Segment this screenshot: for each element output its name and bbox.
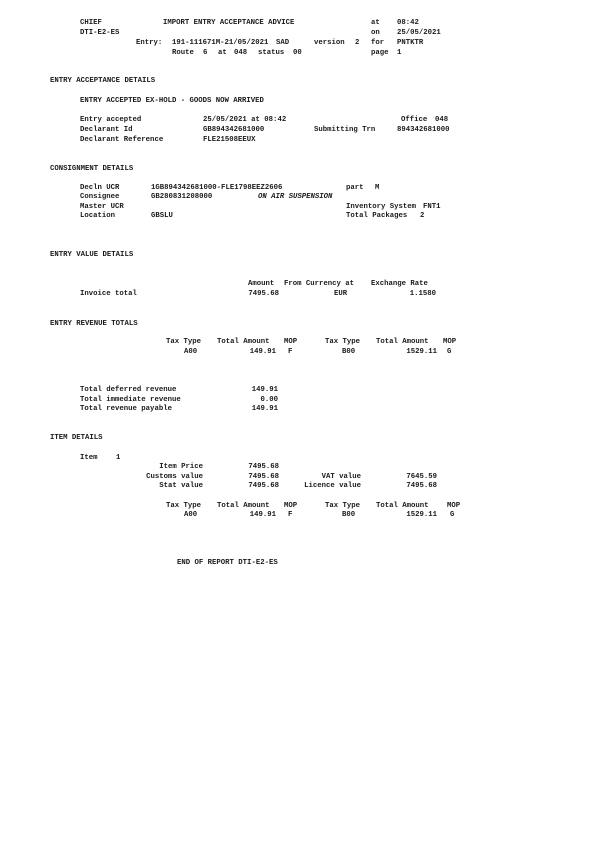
- revenue-total-amount-header-1: Total Amount: [217, 338, 270, 346]
- item-total-amount-header-1: Total Amount: [217, 502, 270, 510]
- licence-value-value: 7495.68: [406, 482, 437, 490]
- revenue-total-amount-header-2: Total Amount: [376, 338, 429, 346]
- deferred-revenue-value: 149.91: [251, 386, 278, 394]
- item-tax-type-2: B00: [342, 511, 356, 519]
- invoice-amount: 7495.68: [248, 290, 279, 298]
- stat-value-label: Stat value: [159, 482, 203, 490]
- revenue-tax-type-header-1: Tax Type: [166, 338, 202, 346]
- page-number: 1: [397, 49, 402, 57]
- stat-value-value: 7495.68: [248, 482, 279, 490]
- revenue-tax-type-header-2: Tax Type: [325, 338, 361, 346]
- immediate-revenue-value: 0.00: [260, 396, 278, 404]
- route-label: Route: [172, 49, 194, 57]
- invoice-total-label: Invoice total: [80, 290, 137, 298]
- item-tax-type-header-1: Tax Type: [166, 502, 202, 510]
- item-total-amount-header-2: Total Amount: [376, 502, 429, 510]
- revenue-totals-heading: ENTRY REVENUE TOTALS: [50, 320, 138, 328]
- customs-value-value: 7495.68: [248, 473, 279, 481]
- invoice-currency: EUR: [334, 290, 348, 298]
- air-status: ON AIR SUSPENSION: [258, 193, 333, 201]
- revenue-mop-header-1: MOP: [284, 338, 298, 346]
- item-details-heading: ITEM DETAILS: [50, 434, 103, 442]
- customs-value-label: Customs value: [146, 473, 203, 481]
- item-label: Item: [80, 454, 98, 462]
- amount-column-header: Amount: [248, 280, 275, 288]
- vat-value-label: VAT value: [321, 473, 361, 481]
- part-label: part: [346, 184, 364, 192]
- item-price-value: 7495.68: [248, 463, 279, 471]
- revenue-total-amount-1: 149.91: [249, 348, 276, 356]
- office-value: 048: [435, 116, 449, 124]
- revenue-tax-type-1: A00: [184, 348, 198, 356]
- entry-label: Entry:: [136, 39, 163, 47]
- item-price-label: Item Price: [159, 463, 203, 471]
- for-value: PNTKTR: [397, 39, 424, 47]
- decln-ucr-label: Decln UCR: [80, 184, 120, 192]
- item-tax-type-1: A00: [184, 511, 198, 519]
- submitting-trn-label: Submitting Trn: [314, 126, 376, 134]
- revenue-tax-type-2: B00: [342, 348, 356, 356]
- for-label: for: [371, 39, 385, 47]
- declarant-ref-value: FLE21508EEUX: [203, 136, 256, 144]
- entry-accepted-value: 25/05/2021 at 08:42: [203, 116, 287, 124]
- report-date: 25/05/2021: [397, 29, 441, 37]
- item-total-amount-1: 149.91: [249, 511, 276, 519]
- decln-ucr-value: 1GB894342681000-FLE1798EEZ2606: [151, 184, 283, 192]
- item-total-amount-2: 1529.11: [406, 511, 437, 519]
- declarant-id-label: Declarant Id: [80, 126, 133, 134]
- consignee-value: GB280831208000: [151, 193, 213, 201]
- route-at-value: 048: [234, 49, 248, 57]
- entry-value-heading: ENTRY VALUE DETAILS: [50, 251, 134, 259]
- item-mop-2: G: [450, 511, 455, 519]
- licence-value-label: Licence value: [304, 482, 361, 490]
- item-mop-header-2: MOP: [447, 502, 461, 510]
- location-value: GBSLU: [151, 212, 173, 220]
- item-mop-1: F: [288, 511, 293, 519]
- report-code: DTI-E2-ES: [80, 29, 120, 37]
- total-packages-value: 2: [420, 212, 425, 220]
- acceptance-message: ENTRY ACCEPTED EX-HOLD - GOODS NOW ARRIVED: [80, 97, 264, 105]
- deferred-revenue-label: Total deferred revenue: [80, 386, 177, 394]
- report-time: 08:42: [397, 19, 419, 27]
- on-label: on: [371, 29, 380, 37]
- exchange-rate-value: 1.1580: [409, 290, 436, 298]
- item-tax-type-header-2: Tax Type: [325, 502, 361, 510]
- master-ucr-label: Master UCR: [80, 203, 124, 211]
- revenue-mop-1: F: [288, 348, 293, 356]
- declarant-id-value: GB894342681000: [203, 126, 265, 134]
- status-value: 00: [293, 49, 302, 57]
- entry-accepted-label: Entry accepted: [80, 116, 142, 124]
- revenue-payable-value: 149.91: [251, 405, 278, 413]
- total-packages-label: Total Packages: [346, 212, 408, 220]
- from-currency-column-header: From Currency at: [284, 280, 355, 288]
- inventory-system-value: FNT1: [423, 203, 441, 211]
- status-label: status: [258, 49, 285, 57]
- route-at-label: at: [218, 49, 227, 57]
- part-value: M: [375, 184, 380, 192]
- location-label: Location: [80, 212, 116, 220]
- revenue-total-amount-2: 1529.11: [406, 348, 437, 356]
- version-label: version: [314, 39, 345, 47]
- route-value: 6: [203, 49, 208, 57]
- revenue-mop-2: G: [447, 348, 452, 356]
- at-label: at: [371, 19, 380, 27]
- item-mop-header-1: MOP: [284, 502, 298, 510]
- item-number: 1: [116, 454, 121, 462]
- entry-number: 191-111671M-21/05/2021: [172, 39, 269, 47]
- report-title: IMPORT ENTRY ACCEPTANCE ADVICE: [163, 19, 295, 27]
- consignment-heading: CONSIGNMENT DETAILS: [50, 165, 134, 173]
- system-name: CHIEF: [80, 19, 102, 27]
- vat-value-value: 7645.59: [406, 473, 437, 481]
- declarant-ref-label: Declarant Reference: [80, 136, 164, 144]
- end-of-report: END OF REPORT DTI-E2-ES: [177, 559, 278, 567]
- exchange-rate-column-header: Exchange Rate: [371, 280, 428, 288]
- entry-acceptance-heading: ENTRY ACCEPTANCE DETAILS: [50, 77, 156, 85]
- immediate-revenue-label: Total immediate revenue: [80, 396, 181, 404]
- revenue-payable-label: Total revenue payable: [80, 405, 172, 413]
- office-label: Office: [401, 116, 428, 124]
- revenue-mop-header-2: MOP: [443, 338, 457, 346]
- inventory-system-label: Inventory System: [346, 203, 417, 211]
- page-label: page: [371, 49, 389, 57]
- submitting-trn-value: 894342681000: [397, 126, 450, 134]
- sad-label: SAD: [276, 39, 290, 47]
- consignee-label: Consignee: [80, 193, 120, 201]
- version-value: 2: [355, 39, 360, 47]
